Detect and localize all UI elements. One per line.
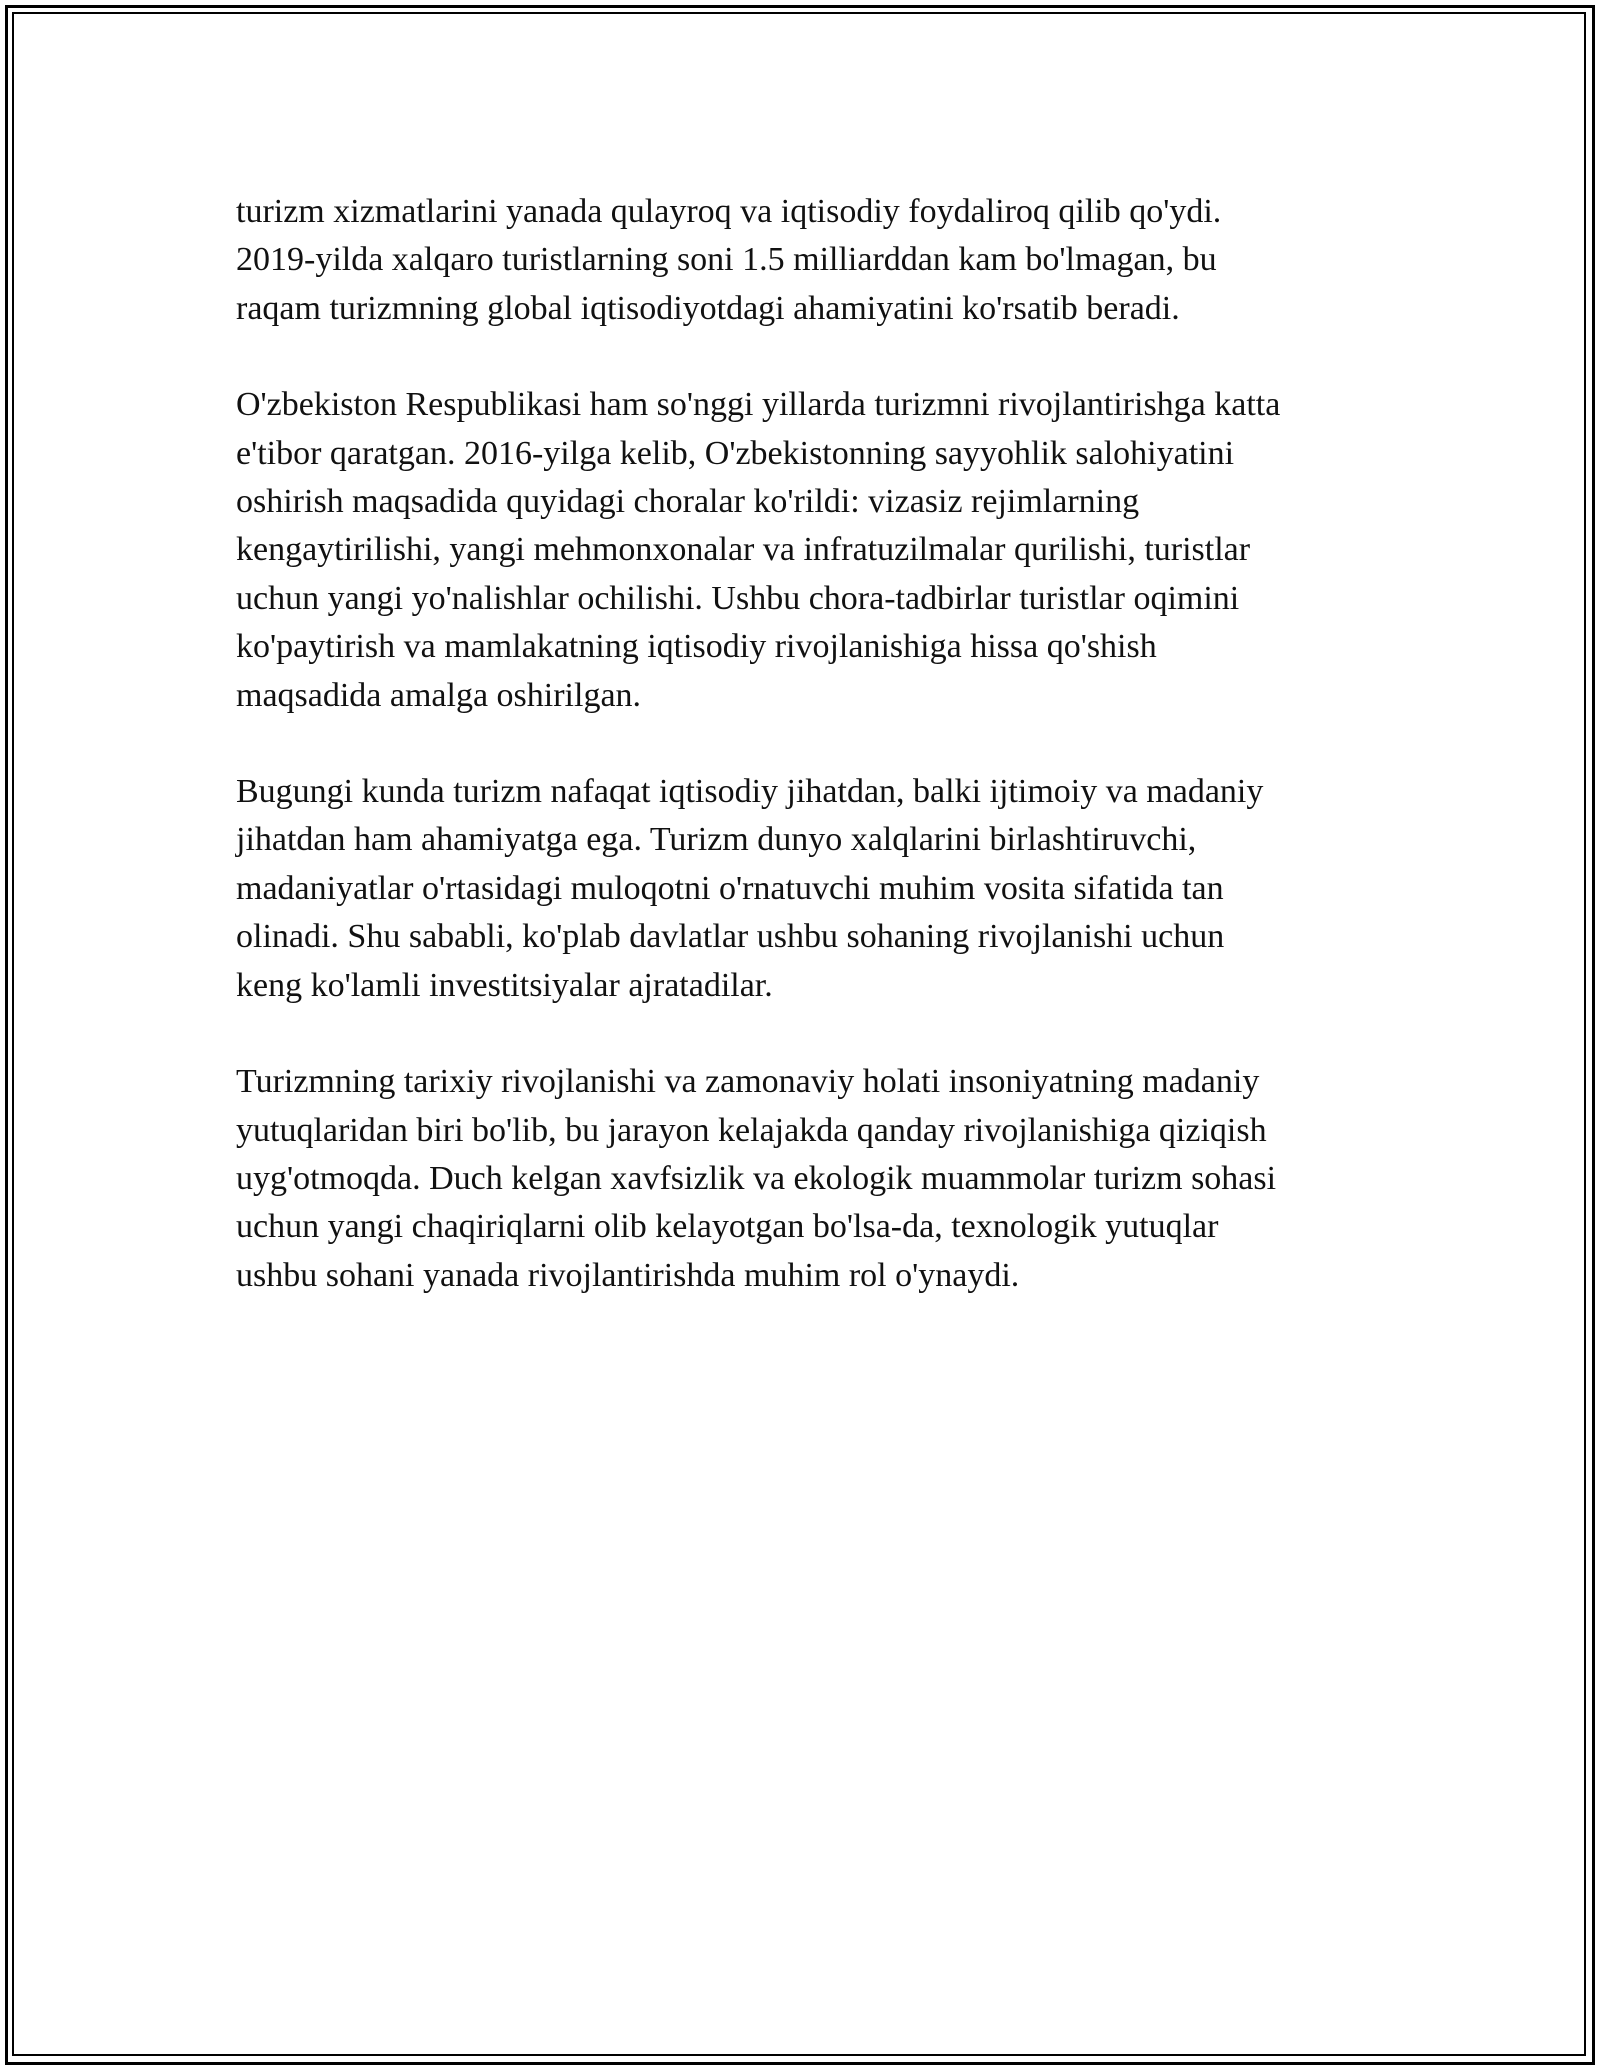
text-line: madaniyatlar o'rtasidagi muloqotni o'rnatuvchi muhim vosita sifatida tan — [236, 869, 1224, 907]
text-line: kengaytirilishi, yangi mehmonxonalar va infratuzilmalar qurilishi, turistlar — [236, 531, 1251, 569]
text-line: oshirish maqsadida quyidagi choralar ko'rildi: vizasiz rejimlarning — [236, 483, 1140, 521]
text-line: turizm xizmatlarini yanada qulayroq va iqtisodiy foydaliroq qilib qo'ydi. — [236, 193, 1222, 230]
text-line: jihatdan ham ahamiyatga ega. Turizm dunyo xalqlarini birlashtiruvchi, — [236, 821, 1197, 859]
text-line: e'tibor qaratgan. 2016-yilga kelib, O'zbekistonning sayyohlik salohiyatini — [236, 434, 1235, 472]
text-line: O'zbekiston Respublikasi ham so'nggi yillarda turizmni rivojlantirishga katta — [236, 386, 1281, 424]
text-line: uchun yangi chaqiriqlarni olib kelayotgan bo'lsa-da, texnologik yutuqlar — [236, 1208, 1219, 1246]
text-line: ushbu sohani yanada rivojlantirishda muhim rol o'ynaydi. — [236, 1256, 1020, 1294]
text-line: uyg'otmoqda. Duch kelgan xavfsizlik va ekologik muammolar turizm sohasi — [236, 1159, 1277, 1197]
text-line: ko'paytirish va mamlakatning iqtisodiy rivojlanishiga hissa qo'shish — [236, 628, 1157, 666]
paragraph-1 — [236, 188, 1386, 333]
text-line: 2019-yilda xalqaro turistlarning soni 1.5 milliarddan kam bo'lmagan, bu — [236, 241, 1217, 279]
text-line: Turizmning tarixiy rivojlanishi va zamonaviy holati insoniyatning madaniy — [236, 1063, 1260, 1101]
text-line: yutuqlaridan biri bo'lib, bu jarayon kelajakda qanday rivojlanishiga qiziqish — [236, 1111, 1267, 1149]
text-line: maqsadida amalga oshirilgan. — [236, 676, 642, 714]
text-line: olinadi. Shu sababli, ko'plab davlatlar ushbu sohaning rivojlanishi uchun — [236, 918, 1225, 956]
text-line: raqam turizmning global iqtisodiyotdagi ahamiyatini ko'rsatib beradi. — [236, 289, 1180, 327]
paragraph-2 — [236, 381, 1386, 720]
text-line: keng ko'lamli investitsiyalar ajratadilar. — [236, 966, 773, 1004]
paragraph-3 — [236, 768, 1386, 1010]
text-line: Bugungi kunda turizm nafaqat iqtisodiy jihatdan, balki ijtimoiy va madaniy — [236, 773, 1264, 811]
document-body — [236, 188, 1386, 1348]
paragraph-4 — [236, 1058, 1386, 1300]
text-line: uchun yangi yo'nalishlar ochilishi. Ushbu chora-tadbirlar turistlar oqimini — [236, 579, 1240, 617]
